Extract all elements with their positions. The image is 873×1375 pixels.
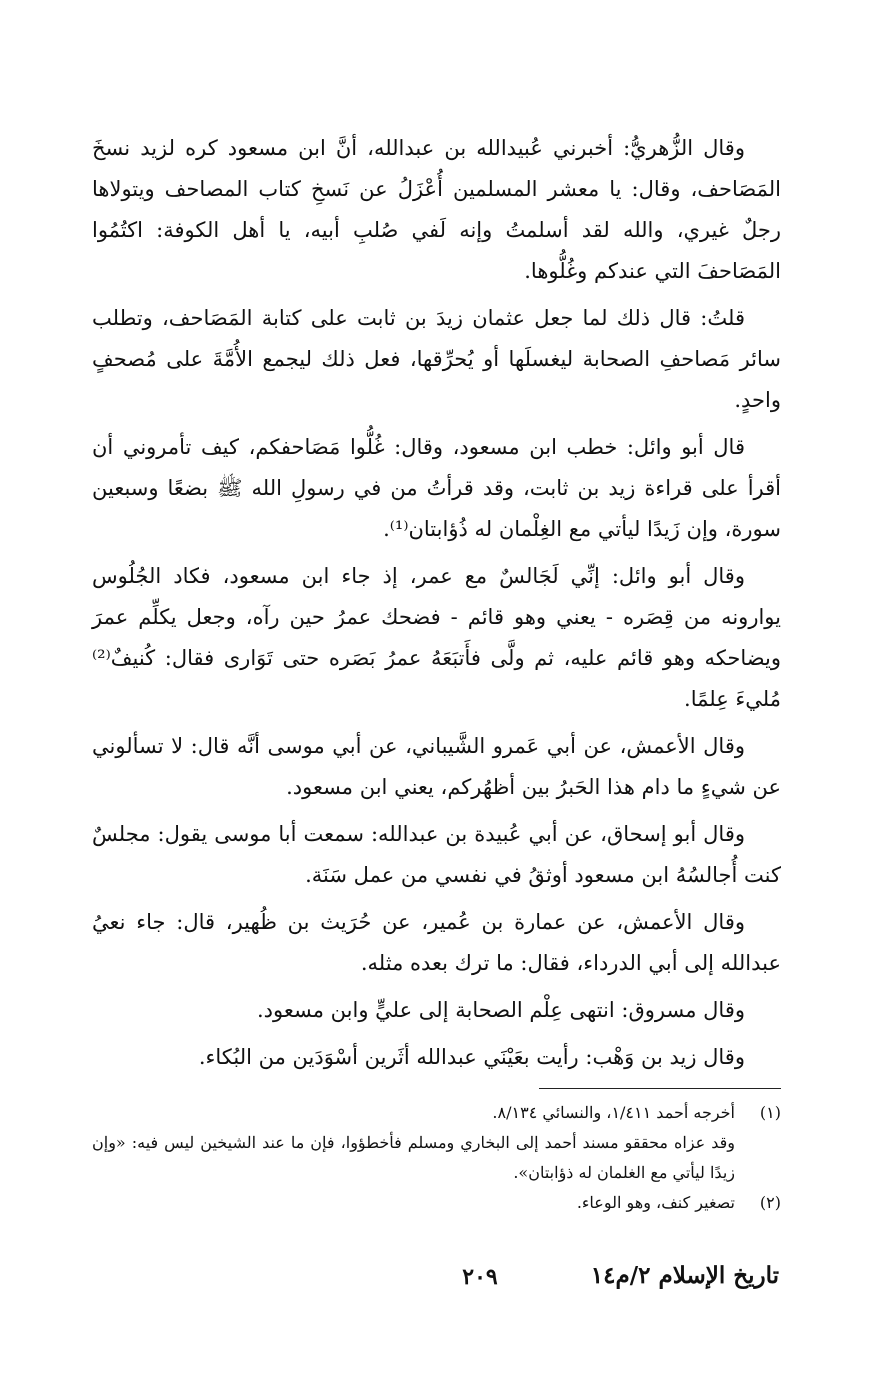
footnote-2-number: (٢) [759, 1193, 781, 1212]
footnote-1 [92, 1098, 781, 1128]
footnote-2 [92, 1188, 781, 1218]
footnote-2-text: تصغير كنف، وهو الوعاء. [576, 1193, 735, 1212]
paragraph-6: وقال أبو إسحاق، عن أبي عُبيدة بن عبدالله: سمعت أبا موسى يقول: مجلسٌ كنت أُجالسُهُ ابن مسعود أوثقُ في نفسي من عمل سَنَة. [92, 822, 781, 887]
paragraph-8: وقال مسروق: انتهى عِلْم الصحابة إلى عليٍّ وابن مسعود. [257, 998, 745, 1022]
paragraph-4: وقال أبو وائل: إنِّي لَجَالسٌ مع عمر، إذ جاء ابن مسعود، فكاد الجُلُوس يوارونه من قِصَره - يعني وهو قائم - فضحك عمرُ حين رآه، وجعل يكلِّم عمرَ ويضاحكه وهو قائم عليه، ثم ولَّى فأَتبَعَهُ عمرُ بَصَره حتى تَوَارى فقال: كُنيفٌ⁽²⁾ مُليءَ عِلمًا. [92, 564, 781, 711]
running-footer-title: تاريخ الإسلام ٢/م١٤ [590, 1262, 779, 1289]
paragraph-2: قلتُ: قال ذلك لما جعل عثمان زيدَ بن ثابت على كتابة المَصَاحف، وتطلب سائر مَصاحفِ الصحابة ليغسلَها أو يُحرِّقها، فعل ذلك ليجمع الأُمَّةَ على مُصحفٍ واحدٍ. [92, 306, 781, 412]
paragraph-7: وقال الأعمش، عن عمارة بن عُمير، عن حُرَيث بن ظُهير، قال: جاء نعيُ عبدالله إلى أبي الدرداء، فقال: ما ترك بعده مثله. [92, 910, 781, 975]
paragraph-9: وقال زيد بن وَهْب: رأيت بعَيْنَي عبدالله أثَرين أسْوَدَين من البُكاء. [198, 1045, 745, 1069]
footnote-divider [539, 1088, 781, 1089]
paragraph-3: قال أبو وائل: خطب ابن مسعود، وقال: غُلُّوا مَصَاحفكم، كيف تأمروني أن أقرأ على قراءة زيد بن ثابت، وقد قرأتُ من في رسولِ الله ﷺ بضعًا وسبعين سورة، وإن زَيدًا ليأتي مع الغِلْمان له ذُؤابتان⁽¹⁾. [92, 435, 781, 541]
footnote-1-text: أخرجه أحمد ١/٤١١، والنسائي ٨/١٣٤. [492, 1103, 735, 1122]
footnote-1-number: (١) [759, 1103, 781, 1122]
paragraph-1: وقال الزُّهريُّ: أخبرني عُبيدالله بن عبدالله، أنَّ ابن مسعود كره لزيد نسخَ المَصَاحف، وقال: يا معشر المسلمين أُعْزَلُ عن نَسخِ كتاب المصاحف ويتولاها رجلٌ غيري، والله لقد أسلمتُ وإنه لَفي صُلبِ أبيه، يا أهل الكوفة: اكتُمُوا المَصَاحفَ التي عندكم وغُلُّوها. [92, 136, 781, 283]
footnotes [92, 1098, 781, 1218]
paragraph-5: وقال الأعمش، عن أبي عَمرو الشَّيباني، عن أبي موسى أنَّه قال: لا تسألوني عن شيءٍ ما دام هذا الحَبرُ بين أظهُركم، يعني ابن مسعود. [92, 734, 781, 799]
page-number: ٢٠٩ [462, 1264, 498, 1290]
footnote-1-continuation: وقد عزاه محققو مسند أحمد إلى البخاري ومسلم فأخطؤوا، فإن ما عند الشيخين ليس فيه: «وإن زيدًا ليأتي مع الغلمان له ذؤابتان». [92, 1133, 735, 1182]
main-text [92, 128, 781, 1084]
